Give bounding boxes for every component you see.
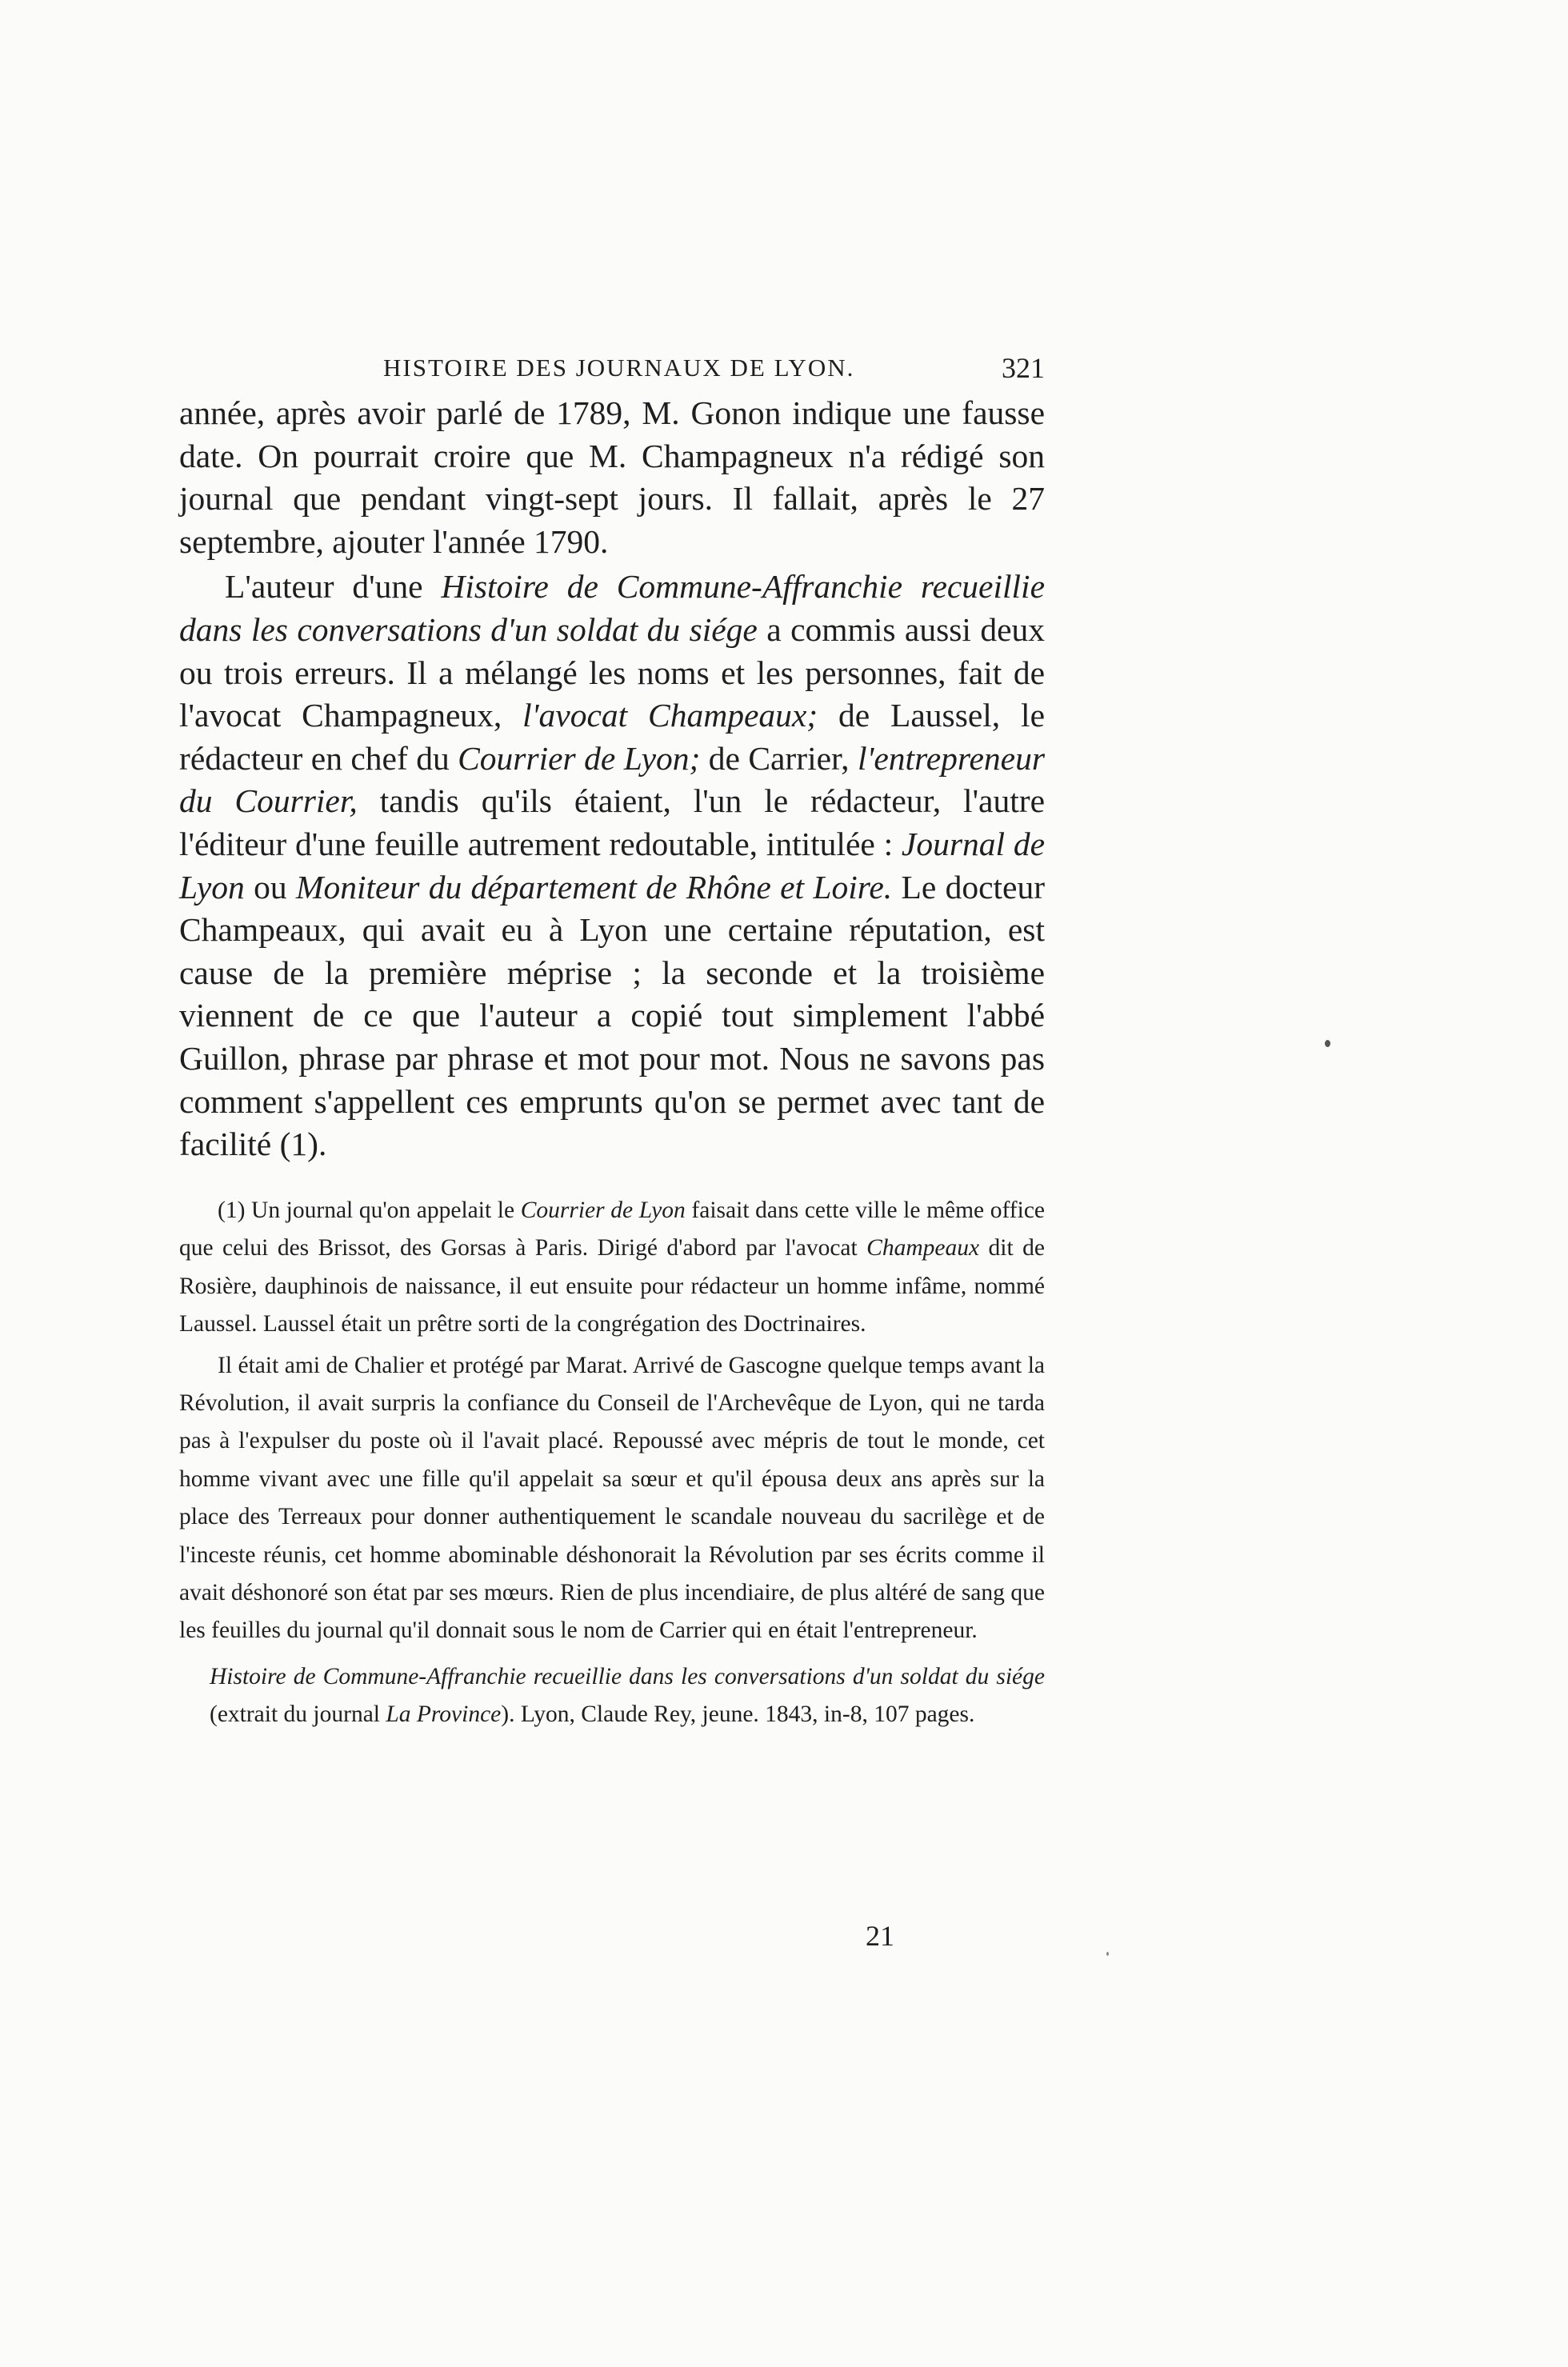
signature-mark: 21 bbox=[866, 1920, 894, 1952]
running-title: HISTOIRE DES JOURNAUX DE LYON. bbox=[383, 354, 855, 382]
ink-speck bbox=[1325, 1040, 1330, 1047]
footnote-1: (1) Un journal qu'on appelait le Courrier de Lyon faisait dans cette ville le même office que celui des Brissot, des Gorsas à Paris. Dirigé d'abord par l'avocat Champeaux dit de Rosière, dauphinois de naissance, il eut ensuite pour rédacteur un homme infâme, nommé Laussel. Laussel était un prêtre sorti de la congrégation des Doctrinaires. bbox=[179, 1197, 1046, 1337]
paragraph-2: L'auteur d'une Histoire de Commune-Affranchie recueillie dans les conversations d'un soldat du siége a commis aussi deux ou trois erreurs. Il a mélangé les noms et les personnes, fait de l'avocat Champagneux, l'avocat Champeaux; de Laussel, le rédacteur en chef du Courrier de Lyon; de Carrier, l'entrepreneur du Courrier, tandis qu'ils étaient, l'un le rédacteur, l'autre l'éditeur d'une feuille autrement redoutable, intitulée : Journal de Lyon ou Moniteur du département de Rhône et Loire. Le docteur Champeaux, qui avait eu à Lyon une certaine réputation, est cause de la première méprise ; la seconde et la troisième viennent de ce que l'auteur a copié tout simplement l'abbé Guillon, phrase par phrase et mot pour mot. Nous ne savons pas comment s'appellent ces emprunts qu'on se permet avec tant de facilité (1). bbox=[179, 568, 1046, 1163]
page-header bbox=[179, 346, 1045, 390]
main-text bbox=[179, 392, 1045, 1166]
bibliographic-reference: Histoire de Commune-Affranchie recueillie dans les conversations d'un soldat du siége (extrait du journal La Province). Lyon, Claude Rey, jeune. 1843, in-8, 107 pages. bbox=[210, 1663, 1045, 1728]
paragraph-1: année, après avoir parlé de 1789, M. Gonon indique une fausse date. On pourrait croire que M. Champagneux n'a rédigé son journal que pendant vingt-sept jours. Il fallait, après le 27 septembre, ajouter l'année 1790. bbox=[179, 394, 1045, 560]
page-number: 321 bbox=[1002, 352, 1045, 384]
ink-speck bbox=[1106, 1952, 1109, 1956]
footnotes bbox=[179, 1192, 1045, 1737]
footnote-1-continued: Il était ami de Chalier et protégé par Marat. Arrivé de Gascogne quelque temps avant la Révolution, il avait surpris la confiance du Conseil de l'Archevêque de Lyon, qui ne tarda pas à l'expulser du poste où il l'avait placé. Repoussé avec mépris de tout le monde, cet homme vivant avec une fille qu'il appelait sa sœur et qu'il épousa deux ans après sur la place des Terreaux pour donner authentiquement le scandale nouveau du sacrilège et de l'inceste réunis, cet homme abominable déshonorait la Révolution par ses écrits comme il avait déshonoré son état par ses mœurs. Rien de plus incendiaire, de plus altéré de sang que les feuilles du journal qu'il donnait sous le nom de Carrier qui en était l'entrepreneur. bbox=[179, 1352, 1045, 1644]
